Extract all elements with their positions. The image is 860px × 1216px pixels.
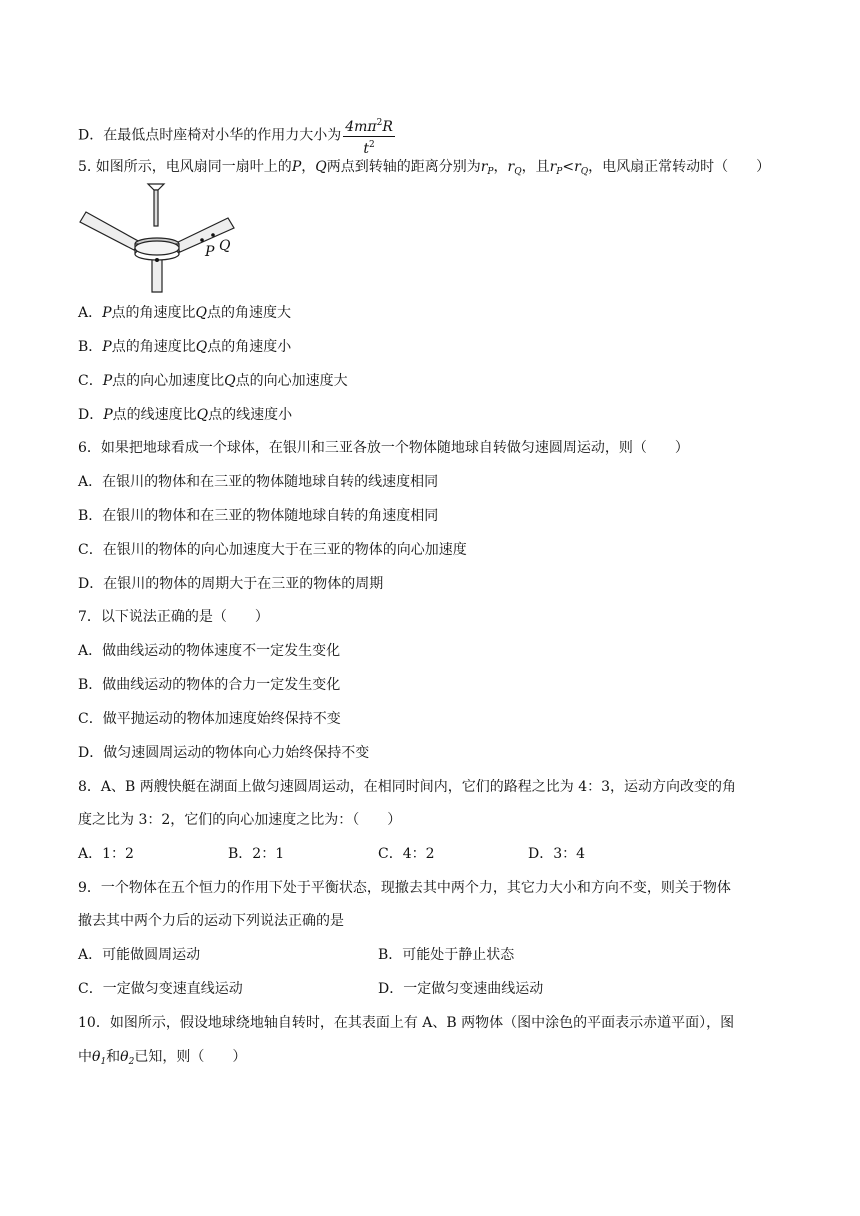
q7-option-a: A．做曲线运动的物体速度不一定发生变化	[78, 643, 341, 659]
q6-option-d: D．在银川的物体的周期大于在三亚的物体的周期	[78, 576, 384, 592]
label-q: Q	[219, 238, 231, 254]
q8-stem-line1: 8．A、B 两艘快艇在湖面上做匀速圆周运动，在相同时间内，它们的路程之比为 4：3，运动方向改变的角	[78, 779, 737, 795]
q10-stem-line1: 10．如图所示，假设地球绕地轴自转时，在其表面上有 A、B 两物体（图中涂色的平面表示赤道平面），图	[78, 1015, 735, 1031]
q9-stem-line1: 9．一个物体在五个恒力的作用下处于平衡状态，现撤去其中两个力，其它力大小和方向不变，则关于物体	[78, 880, 731, 896]
q9-stem-line2: 撤去其中两个力后的运动下列说法正确的是	[78, 913, 344, 929]
ceiling-fan-figure	[78, 182, 248, 294]
q7-option-d: D．做匀速圆周运动的物体向心力始终保持不变	[78, 745, 370, 761]
fan-axis-point	[155, 258, 159, 262]
q9-option-d: D．一定做匀变速曲线运动	[378, 981, 544, 997]
q6-option-b: B．在银川的物体和在三亚的物体随地球自转的角速度相同	[78, 508, 439, 524]
point-q	[211, 233, 215, 237]
q9-option-a: A．可能做圆周运动	[78, 947, 201, 963]
q4-formula: $\frac{4m\pi^2R}{t^2}$	[343, 114, 395, 157]
q9-option-b: B．可能处于静止状态	[378, 947, 515, 963]
q8-option-a: A．1：2	[78, 846, 134, 862]
q6-option-a: A．在银川的物体和在三亚的物体随地球自转的线速度相同	[78, 474, 439, 490]
q6-stem: 6．如果把地球看成一个球体，在银川和三亚各放一个物体随地球自转做匀速圆周运动，则（ ）	[78, 440, 689, 456]
q8-stem-line2: 度之比为 3：2，它们的向心加速度之比为：（ ）	[78, 812, 402, 828]
q6-option-c: C．在银川的物体的向心加速度大于在三亚的物体的向心加速度	[78, 542, 467, 558]
q5-option-d: D．P点的线速度比Q点的线速度小	[78, 407, 293, 423]
q4-option-d	[78, 114, 395, 157]
q10-stem-line2: 中$\theta_1$和$\theta_2$已知，则（ ）	[78, 1049, 247, 1067]
q5-option-c: C．P点的向心加速度比Q点的向心加速度大	[78, 373, 348, 389]
label-p: P	[205, 244, 215, 260]
point-p	[200, 238, 204, 242]
q5-option-a: A．P点的角速度比Q点的角速度大	[78, 305, 292, 321]
q7-option-b: B．做曲线运动的物体的合力一定发生变化	[78, 677, 341, 693]
q8-option-c: C．4：2	[378, 846, 435, 862]
q8-option-d: D．3：4	[528, 846, 586, 862]
q5-option-b: B．P点的角速度比Q点的角速度小	[78, 339, 292, 355]
q5-stem: 5. 如图所示，电风扇同一扇叶上的P，Q两点到转轴的距离分别为$r_P$，$r_Q$，且$r_P<r_Q$，电风扇正常转动时（ ）	[78, 159, 771, 177]
q9-option-c: C．一定做匀变速直线运动	[78, 981, 243, 997]
q7-stem: 7．以下说法正确的是（ ）	[78, 609, 269, 625]
q7-option-c: C．做平抛运动的物体加速度始终保持不变	[78, 711, 341, 727]
q4-option-d-text: D．在最低点时座椅对小华的作用力大小为	[78, 127, 342, 144]
q8-option-b: B．2：1	[228, 846, 285, 862]
